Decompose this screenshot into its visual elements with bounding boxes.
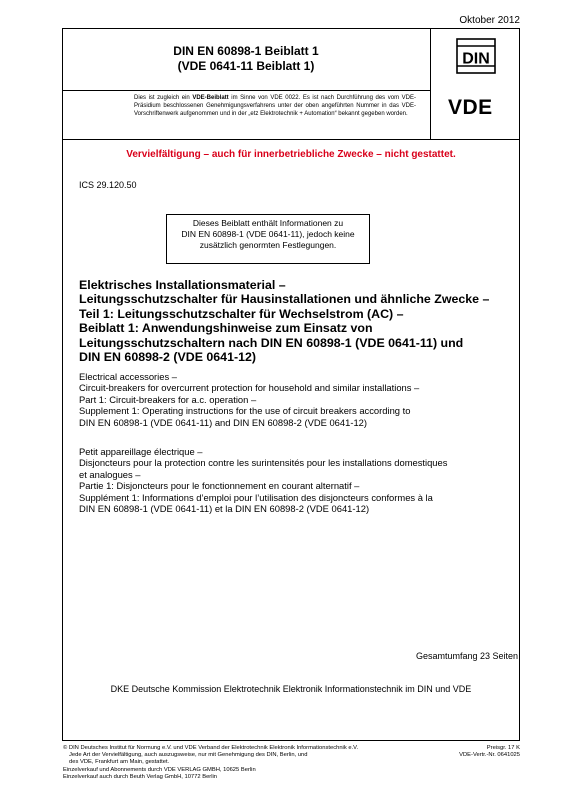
title-de-line: Teil 1: Leitungsschutzschalter für Wechselstrom (AC) – xyxy=(79,306,404,321)
vde-logo: VDE xyxy=(448,96,493,119)
vde-note-text: im Sinne von VDE 0022. Es ist nach Durchführung des vom VDE-Präsidium beschlossenen Genehmigungsverfahrens unter der oben angeführten Nummer in das VDE-Vorschriftenwerk aufgenommen und in der „etz Elektrotechnik + Automation“ bekannt gegeben worden. xyxy=(134,95,416,118)
title-german xyxy=(79,278,509,364)
title-de-line: Elektrisches Installationsmaterial – xyxy=(79,278,286,292)
title-french xyxy=(79,446,509,514)
info-line: Dieses Beiblatt enthält Informationen zu xyxy=(192,218,344,228)
vde-note xyxy=(62,90,431,140)
info-line: DIN EN 60898-1 (VDE 0641-11), jedoch keine xyxy=(181,229,355,239)
title-de-line: Leitungsschutzschaltern nach DIN EN 60898-1 (VDE 0641-11) und xyxy=(79,335,464,350)
title-english xyxy=(79,371,509,428)
title-de-line: Beiblatt 1: Anwendungshinweise zum Einsatz von xyxy=(79,321,373,336)
order-number: VDE-Vertr.-Nr. 0641025 xyxy=(459,752,520,759)
standard-title-box xyxy=(62,28,431,91)
total-pages: Gesamtumfang 23 Seiten xyxy=(415,651,518,661)
title-de-line: DIN EN 60898-2 (VDE 0641-12) xyxy=(79,350,256,365)
vde-note-bold: VDE-Beiblatt xyxy=(192,95,229,101)
ics-code: ICS 29.120.50 xyxy=(79,180,137,190)
din-logo-text: DIN xyxy=(462,50,490,68)
title-en-line: DIN EN 60898-1 (VDE 0641-11) and DIN EN 60898-2 (VDE 0641-12) xyxy=(79,416,367,428)
title-fr-line: et analogues – xyxy=(79,468,141,480)
price-group: Preisgr. 17 K xyxy=(486,745,520,751)
standard-number: DIN EN 60898-1 Beiblatt 1 xyxy=(173,44,319,58)
footer-line: © DIN Deutsches Institut für Normung e.V. und VDE Verband der Elektrotechnik Elektronik Informationstechnik e.V. xyxy=(63,745,359,751)
title-fr-line: Supplément 1: Informations d’emploi pour l’utilisation des disjoncteurs conformes à la xyxy=(79,491,433,503)
copy-warning: Vervielfältigung – auch für innerbetriebliche Zwecke – nicht gestattet. xyxy=(126,149,456,160)
title-fr-line: Disjoncteurs pour la protection contre les surintensités pour les installations domestiques xyxy=(79,457,448,469)
footer-line: Einzelverkauf und Abonnements durch VDE VERLAG GMBH, 10625 Berlin xyxy=(63,766,256,773)
vde-note-prefix: Dies ist zugleich ein xyxy=(134,95,193,101)
title-en-line: Circuit-breakers for overcurrent protection for household and similar installations – xyxy=(79,382,420,394)
footer-line: Jede Art der Vervielfältigung, auch auszugsweise, nur mit Genehmigung des DIN, Berlin, und xyxy=(69,752,308,759)
info-box xyxy=(166,214,370,264)
title-fr-line: Partie 1: Disjoncteurs pour le fonctionnement en courant alternatif – xyxy=(79,480,360,492)
title-fr-line: DIN EN 60898-1 (VDE 0641-11) et la DIN EN 60898-2 (VDE 0641-12) xyxy=(79,503,370,515)
footer-line: des VDE, Frankfurt am Main, gestattet. xyxy=(69,759,170,766)
publication-date: Oktober 2012 xyxy=(459,15,520,26)
dke-line: DKE Deutsche Kommission Elektrotechnik Elektronik Informationstechnik im DIN und VDE xyxy=(110,684,472,694)
title-en-line: Part 1: Circuit-breakers for a.c. operation – xyxy=(79,393,257,405)
title-fr-line: Petit appareillage électrique – xyxy=(79,446,203,457)
title-de-line: Leitungsschutzschalter für Hausinstallationen und ähnliche Zwecke – xyxy=(79,292,490,307)
copyright-footer xyxy=(63,745,358,781)
vde-number: (VDE 0641-11 Beiblatt 1) xyxy=(177,59,315,73)
price-footer xyxy=(459,745,520,759)
din-logo xyxy=(456,38,496,74)
title-en-line: Electrical accessories – xyxy=(79,371,177,382)
title-en-line: Supplement 1: Operating instructions for the use of circuit breakers according to xyxy=(79,405,411,417)
footer-line: Einzelverkauf auch durch Beuth Verlag GmbH, 10772 Berlin xyxy=(63,773,218,780)
info-line: zusätzlich genormten Festlegungen. xyxy=(199,240,337,250)
